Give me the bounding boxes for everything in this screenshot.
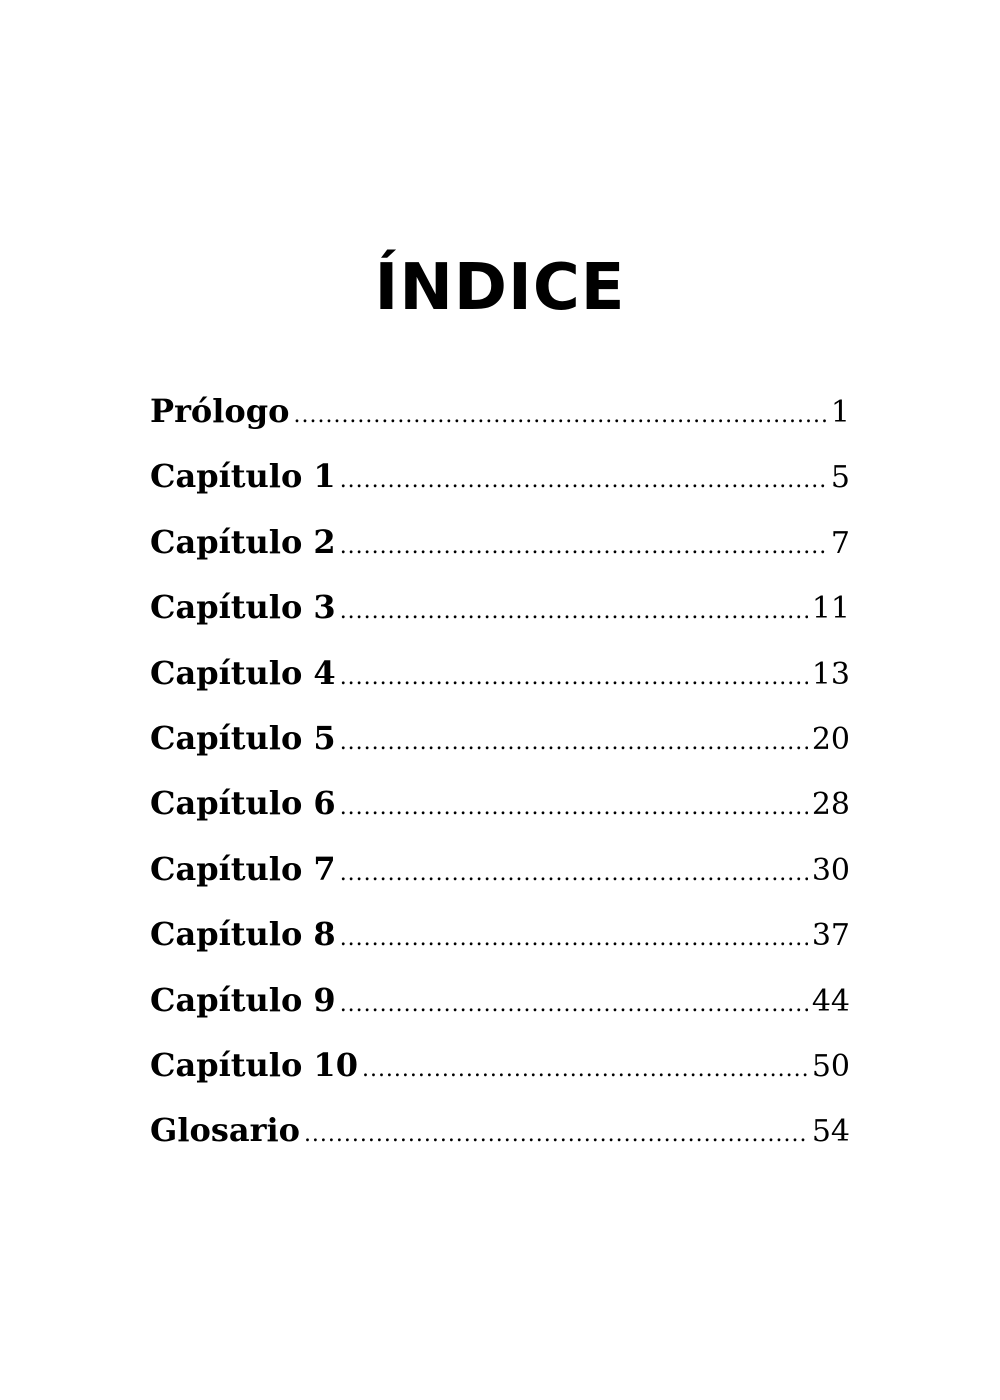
toc-entry-label: Capítulo 7 — [150, 849, 336, 888]
toc-entry-label: Capítulo 9 — [150, 980, 336, 1019]
toc-entry-label: Capítulo 1 — [150, 457, 336, 496]
dot-leader — [340, 665, 808, 690]
dot-leader — [362, 1057, 808, 1082]
toc-entry-capitulo-2 — [150, 523, 850, 588]
toc-entry-label: Capítulo 3 — [150, 588, 336, 627]
toc-entry-page: 11 — [811, 591, 850, 627]
toc-entry-page: 13 — [811, 656, 850, 692]
toc-entry-label: Glosario — [150, 1111, 300, 1150]
toc-entry-page: 37 — [811, 918, 850, 954]
toc-entry-label: Capítulo 8 — [150, 915, 336, 954]
toc-entry-page: 44 — [811, 983, 850, 1019]
dot-leader — [340, 926, 808, 951]
toc-entry-capitulo-3 — [150, 588, 850, 653]
dot-leader — [340, 468, 827, 493]
dot-leader — [340, 599, 808, 624]
toc-entry-capitulo-6 — [150, 784, 850, 849]
dot-leader — [340, 730, 808, 755]
table-of-contents — [150, 392, 850, 1177]
dot-leader — [304, 1122, 808, 1147]
dot-leader — [340, 795, 808, 820]
toc-entry-label: Capítulo 5 — [150, 718, 336, 757]
toc-entry-page: 5 — [830, 460, 850, 496]
toc-entry-label: Capítulo 6 — [150, 784, 336, 823]
toc-entry-capitulo-8 — [150, 915, 850, 980]
dot-leader — [340, 534, 827, 559]
dot-leader — [340, 861, 808, 886]
toc-entry-capitulo-5 — [150, 719, 850, 784]
toc-entry-page: 50 — [811, 1048, 850, 1084]
toc-entry-page: 20 — [811, 721, 850, 757]
toc-entry-glosario — [150, 1111, 850, 1176]
toc-entry-capitulo-4 — [150, 654, 850, 719]
toc-entry-prologo — [150, 392, 850, 457]
toc-entry-page: 28 — [811, 787, 850, 823]
toc-entry-capitulo-7 — [150, 850, 850, 915]
toc-entry-label: Capítulo 2 — [150, 522, 336, 561]
page-title: ÍNDICE — [374, 251, 626, 325]
toc-entry-page: 54 — [811, 1114, 850, 1150]
dot-leader — [293, 403, 826, 428]
toc-entry-label: Prólogo — [150, 392, 290, 430]
toc-entry-page: 1 — [830, 395, 850, 430]
dot-leader — [340, 992, 808, 1017]
toc-entry-page: 30 — [811, 852, 850, 888]
toc-entry-label: Capítulo 4 — [150, 653, 336, 692]
toc-entry-capitulo-9 — [150, 981, 850, 1046]
toc-entry-capitulo-1 — [150, 457, 850, 522]
toc-entry-label: Capítulo 10 — [150, 1045, 358, 1084]
toc-entry-capitulo-10 — [150, 1046, 850, 1111]
toc-entry-page: 7 — [830, 525, 850, 561]
